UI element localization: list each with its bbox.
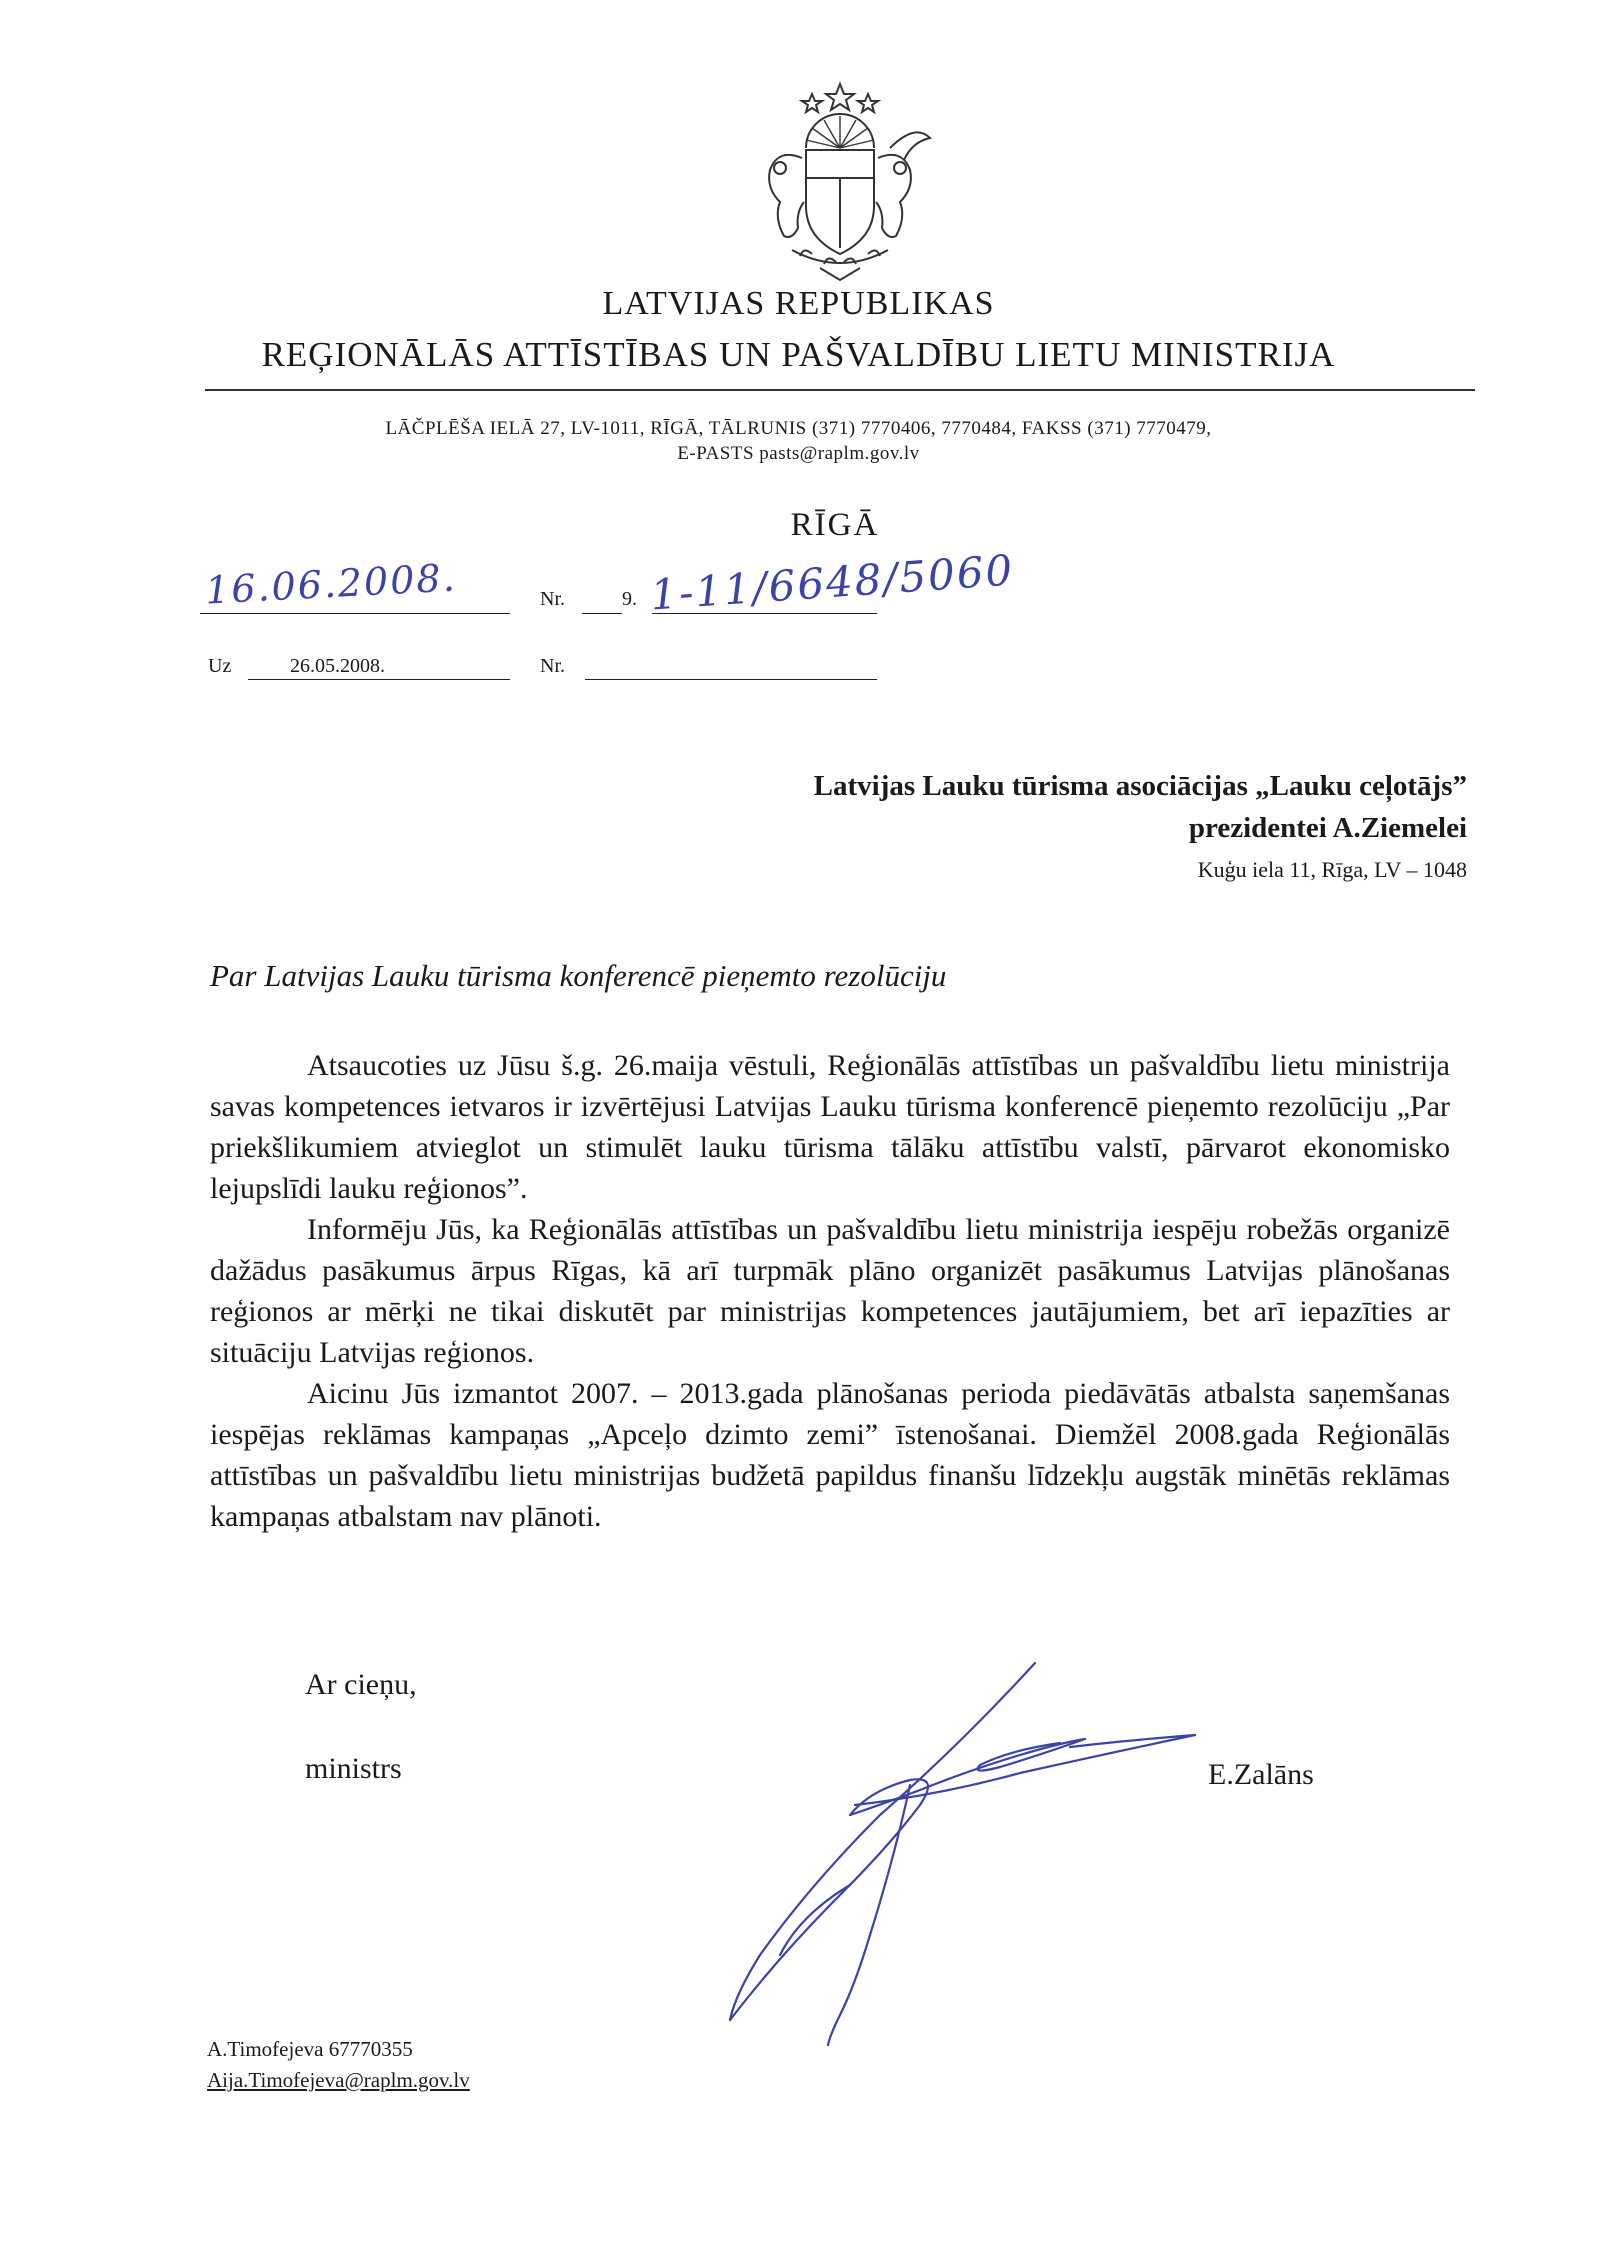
nr2-underline bbox=[585, 679, 877, 680]
letter-subject: Par Latvijas Lauku tūrisma konferencē pieņemto rezolūciju bbox=[210, 958, 947, 993]
nr-prefix-underline bbox=[582, 613, 622, 614]
preparer-contact: A.Timofejeva 67770355 bbox=[207, 2037, 413, 2061]
header-ministry: REĢIONĀLĀS ATTĪSTĪBAS UN PAŠVALDĪBU LIETU MINISTRIJA bbox=[261, 335, 1336, 374]
header-divider bbox=[205, 389, 1475, 391]
uz-underline bbox=[248, 679, 510, 680]
nr-label: Nr. bbox=[540, 588, 565, 610]
handwritten-date: 16.06.2008. bbox=[204, 555, 458, 613]
handwritten-reference-number: 1-11/6648/5060 bbox=[648, 545, 1016, 620]
nr-prefix: 9. bbox=[622, 588, 637, 610]
contact-email: E-PASTS pasts@raplm.gov.lv bbox=[677, 443, 920, 464]
coat-of-arms-emblem bbox=[740, 78, 940, 288]
recipient-organization: Latvijas Lauku tūrisma asociācijas „Lauku ceļotājs” bbox=[813, 770, 1467, 802]
recipient-address: Kuģu iela 11, Rīga, LV – 1048 bbox=[1197, 857, 1467, 882]
contact-address: LĀČPLĒŠA IELĀ 27, LV-1011, RĪGĀ, TĀLRUNIS (371) 7770406, 7770484, FAKSS (371) 7770479, bbox=[385, 418, 1212, 439]
closing-greeting: Ar cieņu, bbox=[305, 1668, 417, 1701]
header-country: LATVIJAS REPUBLIKAS bbox=[602, 285, 995, 322]
nr-underline bbox=[652, 613, 877, 614]
signatory-name: E.Zalāns bbox=[1208, 1758, 1314, 1791]
preparer-email-link[interactable]: Aija.Timofejeva@raplm.gov.lv bbox=[207, 2068, 470, 2092]
uz-label: Uz bbox=[208, 655, 232, 677]
body-paragraph-1: Atsaucoties uz Jūsu š.g. 26.maija vēstuli, Reģionālās attīstības un pašvaldību lietu ministrija savas kompetences ietvaros ir izvērtējusi Latvijas Lauku tūrisma konferencē pieņemto rezolūciju „Par priekšlikumiem atvieglot un stimulēt lauku tūrisma tālāku attīstību valstī, pārvarot ekonomisko lejupslīdi lauku reģionos”. bbox=[210, 1049, 1450, 1205]
uz-date: 26.05.2008. bbox=[290, 655, 385, 677]
letter-body bbox=[210, 1045, 1450, 1537]
city-name: RĪGĀ bbox=[790, 507, 880, 543]
date-underline bbox=[200, 613, 510, 614]
handwritten-signature bbox=[640, 1655, 1240, 2075]
nr2-label: Nr. bbox=[540, 655, 565, 677]
recipient-person: prezidentei A.Ziemelei bbox=[1188, 812, 1467, 844]
body-paragraph-2: Informēju Jūs, ka Reģionālās attīstības un pašvaldību lietu ministrija iespēju robežās organizē dažādus pasākumus ārpus Rīgas, kā arī turpmāk plāno organizēt pasākumus Latvijas plānošanas reģionos ar mērķi ne tikai diskutēt par ministrijas kompetences jautājumiem, bet arī iepazīties ar situāciju Latvijas reģionos. bbox=[210, 1213, 1450, 1369]
signatory-title: ministrs bbox=[305, 1752, 402, 1785]
body-paragraph-3: Aicinu Jūs izmantot 2007. – 2013.gada plānošanas perioda piedāvātās atbalsta saņemšanas iespējas reklāmas kampaņas „Apceļo dzimto zemi” īstenošanai. Diemžēl 2008.gada Reģionālās attīstības un pašvaldību lietu ministrijas budžetā papildus finanšu līdzekļu augstāk minētās reklāmas kampaņas atbalstam nav plānoti. bbox=[210, 1377, 1450, 1533]
